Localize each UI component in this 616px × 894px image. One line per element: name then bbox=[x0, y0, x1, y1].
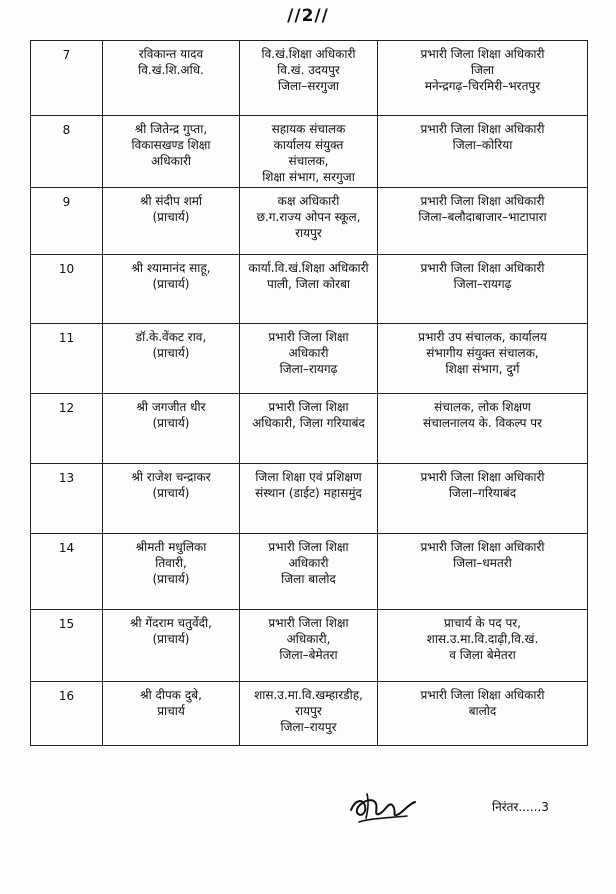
cell-line: श्रीमती मधुलिका bbox=[135, 540, 207, 554]
table-row bbox=[31, 610, 588, 682]
cell-line: कार्यालय संयुक्त bbox=[273, 138, 344, 152]
officer-name-cell bbox=[103, 394, 240, 464]
cell-line: प्राचार्य के पद पर, bbox=[443, 616, 521, 630]
cell-line: प्रभारी जिला शिक्षा अधिकारी bbox=[420, 194, 545, 208]
table-row bbox=[31, 324, 588, 394]
cell-line: जिला बालोद bbox=[281, 572, 336, 586]
new-post-cell bbox=[378, 41, 588, 116]
new-post-cell bbox=[378, 610, 588, 682]
cell-line: प्राचार्य bbox=[157, 704, 185, 718]
cell-line: कक्ष अधिकारी bbox=[277, 194, 340, 208]
cell-line: जिला–बलौदाबाजार–भाटापारा bbox=[418, 210, 547, 224]
cell-line: छ.ग.राज्य ओपन स्कूल, bbox=[256, 210, 361, 224]
cell-line: (प्राचार्य) bbox=[152, 210, 190, 224]
cell-line: श्री दीपक दुबे, bbox=[140, 688, 202, 702]
cell-line: संस्थान (डाईट) महासमुंद bbox=[255, 486, 362, 500]
officer-name-cell bbox=[103, 464, 240, 534]
cell-line: पाली, जिला कोरबा bbox=[266, 277, 351, 291]
cell-line: जिला–बेमेतरा bbox=[279, 648, 338, 662]
serial-number-cell: 11 bbox=[31, 324, 103, 394]
cell-line: अधिकारी, bbox=[286, 632, 331, 646]
current-post-cell bbox=[240, 255, 378, 324]
current-post-cell bbox=[240, 464, 378, 534]
serial-number-cell: 9 bbox=[31, 188, 103, 255]
cell-line: श्री श्यामानंद साहू, bbox=[131, 261, 211, 275]
cell-line: संचालक, bbox=[288, 154, 329, 168]
cell-line: श्री गेंदराम चतुर्वेदी, bbox=[130, 616, 212, 630]
current-post-cell bbox=[240, 188, 378, 255]
cell-line: प्रभारी जिला शिक्षा अधिकारी bbox=[420, 261, 545, 275]
cell-line: सहायक संचालक bbox=[271, 122, 346, 136]
new-post-cell bbox=[378, 116, 588, 188]
cell-line: प्रभारी जिला शिक्षा अधिकारी bbox=[420, 47, 545, 61]
current-post-cell bbox=[240, 610, 378, 682]
current-post-cell bbox=[240, 682, 378, 746]
cell-line: व जिला बेमेतरा bbox=[449, 648, 516, 662]
cell-line: जिला–रायगढ़ bbox=[453, 277, 512, 291]
table-row bbox=[31, 188, 588, 255]
cell-line: प्रभारी जिला शिक्षा अधिकारी bbox=[420, 688, 545, 702]
table-body bbox=[31, 41, 588, 746]
cell-line: संचालक, लोक शिक्षण bbox=[434, 400, 531, 414]
continued-note: निरंतर......3 bbox=[492, 800, 549, 814]
officer-name-cell bbox=[103, 188, 240, 255]
cell-line: संचालनालय के. विकल्प पर bbox=[423, 416, 542, 430]
cell-line: रायपुर bbox=[295, 704, 322, 718]
current-post-cell bbox=[240, 394, 378, 464]
cell-line: जिला–सरगुजा bbox=[277, 79, 340, 93]
cell-line: रविकान्त यादव bbox=[138, 47, 204, 61]
cell-line: वि.खं. उदयपुर bbox=[277, 63, 340, 77]
cell-line: श्री राजेश चन्द्राकर bbox=[131, 470, 211, 484]
transfer-table bbox=[30, 40, 588, 746]
table-row bbox=[31, 682, 588, 746]
table-row bbox=[31, 534, 588, 610]
officer-name-cell bbox=[103, 324, 240, 394]
page-number: //2// bbox=[287, 6, 329, 26]
cell-line: कार्या.वि.खं.शिक्षा अधिकारी bbox=[248, 261, 369, 275]
new-post-cell bbox=[378, 534, 588, 610]
cell-line: संभागीय संयुक्त संचालक, bbox=[426, 346, 539, 360]
cell-line: (प्राचार्य) bbox=[152, 346, 190, 360]
current-post-cell bbox=[240, 41, 378, 116]
current-post-cell bbox=[240, 116, 378, 188]
new-post-cell bbox=[378, 188, 588, 255]
signature-icon bbox=[345, 788, 419, 828]
cell-line: शास.उ.मा.वि.खम्हारडीह, bbox=[254, 688, 363, 702]
current-post-cell bbox=[240, 534, 378, 610]
cell-line: रायपुर bbox=[295, 226, 322, 240]
cell-line: डॉ.के.वेंकट राव, bbox=[135, 330, 207, 344]
table-row bbox=[31, 255, 588, 324]
cell-line: प्रभारी जिला शिक्षा bbox=[268, 400, 349, 414]
cell-line: श्री जितेन्द्र गुप्ता, bbox=[134, 122, 208, 136]
table-row bbox=[31, 41, 588, 116]
cell-line: तिवारी, bbox=[155, 556, 187, 570]
serial-number-cell: 8 bbox=[31, 116, 103, 188]
cell-line: जिला–रायगढ़ bbox=[279, 362, 338, 376]
cell-line: शिक्षा संभाग, सरगुजा bbox=[262, 170, 355, 184]
cell-line: प्रभारी उप संचालक, कार्यालय bbox=[418, 330, 547, 344]
serial-number-cell: 10 bbox=[31, 255, 103, 324]
cell-line: शास.उ.मा.वि.दाढ़ी,वि.खं. bbox=[426, 632, 539, 646]
cell-line: (प्राचार्य) bbox=[152, 572, 190, 586]
serial-number-cell: 15 bbox=[31, 610, 103, 682]
table-row bbox=[31, 116, 588, 188]
cell-line: प्रभारी जिला शिक्षा bbox=[268, 540, 349, 554]
table-row bbox=[31, 464, 588, 534]
cell-line: (प्राचार्य) bbox=[152, 416, 190, 430]
officer-name-cell bbox=[103, 534, 240, 610]
cell-line: वि.खं.शिक्षा अधिकारी bbox=[261, 47, 356, 61]
cell-line: प्रभारी जिला शिक्षा अधिकारी bbox=[420, 540, 545, 554]
cell-line: शिक्षा संभाग, दुर्ग bbox=[445, 362, 520, 376]
serial-number-cell: 16 bbox=[31, 682, 103, 746]
cell-line: जिला–धमतरी bbox=[453, 556, 512, 570]
cell-line: (प्राचार्य) bbox=[152, 277, 190, 291]
officer-name-cell bbox=[103, 41, 240, 116]
cell-line: जिला bbox=[470, 63, 495, 77]
officer-name-cell bbox=[103, 610, 240, 682]
serial-number-cell: 13 bbox=[31, 464, 103, 534]
table-row bbox=[31, 394, 588, 464]
new-post-cell bbox=[378, 394, 588, 464]
cell-line: अधिकारी, जिला गरियाबंद bbox=[252, 416, 365, 430]
cell-line: प्रभारी जिला शिक्षा bbox=[268, 616, 349, 630]
cell-line: प्रभारी जिला शिक्षा अधिकारी bbox=[420, 470, 545, 484]
current-post-cell bbox=[240, 324, 378, 394]
officer-name-cell bbox=[103, 116, 240, 188]
serial-number-cell: 14 bbox=[31, 534, 103, 610]
new-post-cell bbox=[378, 682, 588, 746]
cell-line: मनेन्द्रगढ़–चिरमिरी–भरतपुर bbox=[424, 79, 541, 93]
new-post-cell bbox=[378, 255, 588, 324]
new-post-cell bbox=[378, 464, 588, 534]
cell-line: वि.खं.शि.अधि. bbox=[138, 63, 204, 77]
officer-name-cell bbox=[103, 682, 240, 746]
cell-line: जिला शिक्षा एवं प्रशिक्षण bbox=[255, 470, 362, 484]
cell-line: प्रभारी जिला शिक्षा bbox=[268, 330, 349, 344]
cell-line: विकासखण्ड शिक्षा bbox=[131, 138, 211, 152]
cell-line: अधिकारी bbox=[288, 556, 329, 570]
cell-line: श्री संदीप शर्मा bbox=[139, 194, 203, 208]
cell-line: बालोद bbox=[468, 704, 497, 718]
cell-line: (प्राचार्य) bbox=[152, 486, 190, 500]
officer-name-cell bbox=[103, 255, 240, 324]
cell-line: श्री जगजीत धीर bbox=[136, 400, 206, 414]
serial-number-cell: 7 bbox=[31, 41, 103, 116]
cell-line: जिला–कोरिया bbox=[452, 138, 513, 152]
cell-line: जिला–गरियाबंद bbox=[448, 486, 517, 500]
cell-line: अधिकारी bbox=[288, 346, 329, 360]
cell-line: (प्राचार्य) bbox=[152, 632, 190, 646]
new-post-cell bbox=[378, 324, 588, 394]
cell-line: प्रभारी जिला शिक्षा अधिकारी bbox=[420, 122, 545, 136]
serial-number-cell: 12 bbox=[31, 394, 103, 464]
cell-line: अधिकारी bbox=[151, 154, 191, 168]
cell-line: जिला–रायपुर bbox=[280, 720, 337, 734]
